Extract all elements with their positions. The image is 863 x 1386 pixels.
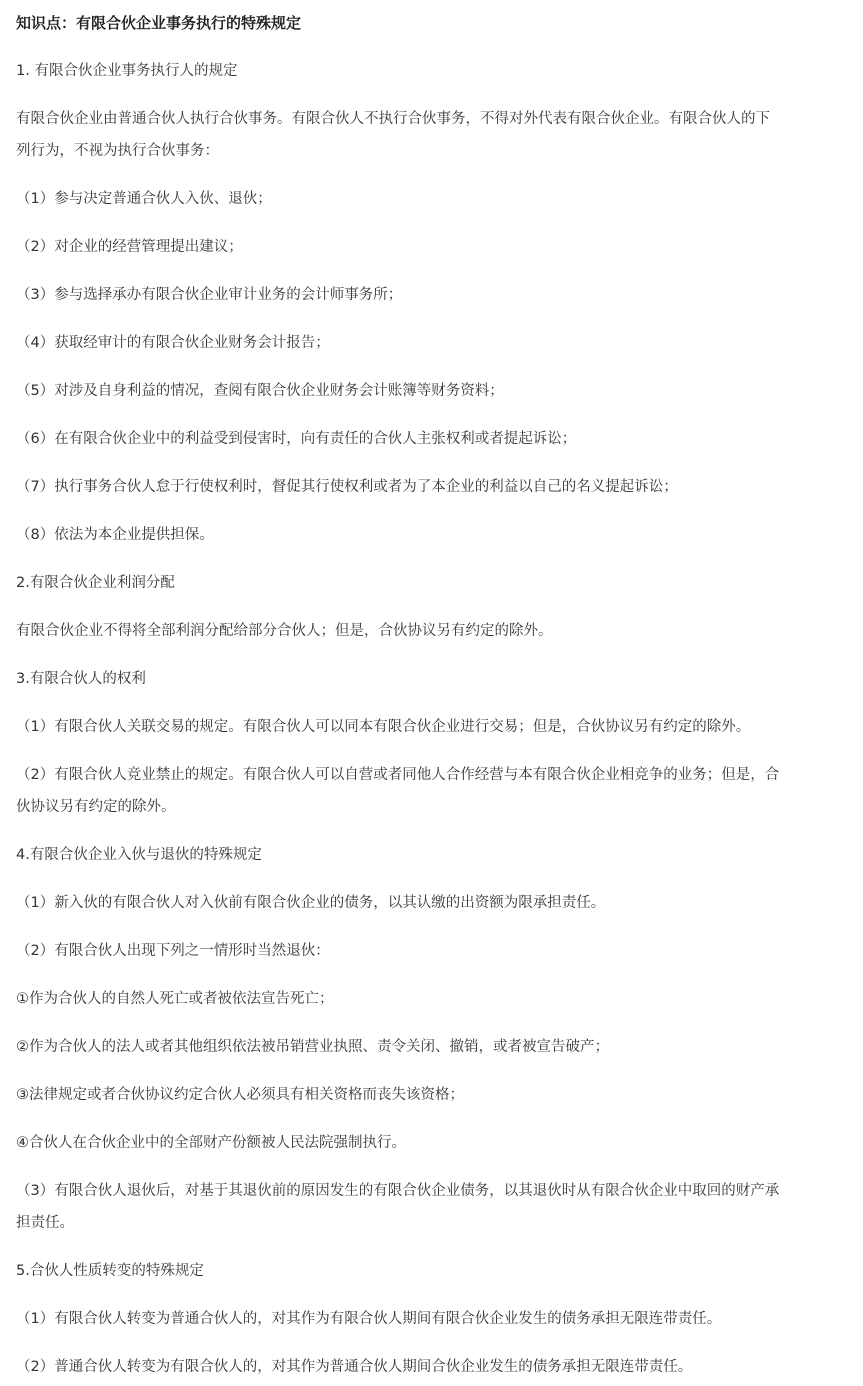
article-title: 知识点：有限合伙企业事务执行的特殊规定 — [16, 14, 302, 32]
section-1-intro-line-2: 列行为，不视为执行合伙事务： — [16, 143, 219, 159]
section-4-heading: 4.有限合伙企业入伙与退伙的特殊规定 — [16, 847, 262, 863]
section-3-item-2-line-2: 伙协议另有约定的除外。 — [16, 799, 176, 815]
section-1-heading: 1. 有限合伙企业事务执行人的规定 — [16, 63, 238, 79]
section-5-heading: 5.合伙人性质转变的特殊规定 — [16, 1263, 204, 1279]
section-4-circled-item: ④合伙人在合伙企业中的全部财产份额被人民法院强制执行。 — [16, 1135, 406, 1151]
section-1-item: （6）在有限合伙企业中的利益受到侵害时，向有责任的合伙人主张权利或者提起诉讼； — [16, 431, 577, 447]
section-4-circled-item: ③法律规定或者合伙协议约定合伙人必须具有相关资格而丧失该资格； — [16, 1087, 464, 1103]
section-1-item: （7）执行事务合伙人怠于行使权利时，督促其行使权利或者为了本企业的利益以自己的名义提起诉讼； — [16, 479, 678, 495]
section-1-item: （4）获取经审计的有限合伙企业财务会计报告； — [16, 335, 330, 351]
section-5-item-2: （2）普通合伙人转变为有限合伙人的，对其作为普通合伙人期间合伙企业发生的债务承担无限连带责任。 — [16, 1359, 693, 1375]
section-5-item-1: （1）有限合伙人转变为普通合伙人的，对其作为有限合伙人期间有限合伙企业发生的债务承担无限连带责任。 — [16, 1311, 722, 1327]
section-3-item-1: （1）有限合伙人关联交易的规定。有限合伙人可以同本有限合伙企业进行交易；但是，合伙协议另有约定的除外。 — [16, 719, 751, 735]
section-1-item: （5）对涉及自身利益的情况，查阅有限合伙企业财务会计账簿等财务资料； — [16, 383, 504, 399]
section-3-heading: 3.有限合伙人的权利 — [16, 671, 146, 687]
section-4-item-3-line-1: （3）有限合伙人退伙后，对基于其退伙前的原因发生的有限合伙企业债务，以其退伙时从有限合伙企业中取回的财产承 — [16, 1183, 780, 1199]
section-1-item: （3）参与选择承办有限合伙企业审计业务的会计师事务所； — [16, 287, 403, 303]
section-2-text: 有限合伙企业不得将全部利润分配给部分合伙人；但是，合伙协议另有约定的除外。 — [16, 623, 553, 639]
section-4-circled-item: ②作为合伙人的法人或者其他组织依法被吊销营业执照、责令关闭、撤销，或者被宣告破产； — [16, 1039, 609, 1055]
section-4-circled-item: ①作为合伙人的自然人死亡或者被依法宣告死亡； — [16, 991, 334, 1007]
section-1-item: （2）对企业的经营管理提出建议； — [16, 239, 243, 255]
section-1-item: （8）依法为本企业提供担保。 — [16, 527, 214, 543]
section-4-item-1: （1）新入伙的有限合伙人对入伙前有限合伙企业的债务，以其认缴的出资额为限承担责任。 — [16, 895, 606, 911]
section-1-item: （1）参与决定普通合伙人入伙、退伙； — [16, 191, 272, 207]
section-2-heading: 2.有限合伙企业利润分配 — [16, 575, 175, 591]
section-1-intro-line-1: 有限合伙企业由普通合伙人执行合伙事务。有限合伙人不执行合伙事务，不得对外代表有限合伙企业。有限合伙人的下 — [16, 111, 770, 127]
section-4-item-3-line-2: 担责任。 — [16, 1215, 74, 1231]
section-3-item-2-line-1: （2）有限合伙人竞业禁止的规定。有限合伙人可以自营或者同他人合作经营与本有限合伙企业相竞争的业务；但是，合 — [16, 767, 780, 783]
section-4-item-2: （2）有限合伙人出现下列之一情形时当然退伙： — [16, 943, 330, 959]
